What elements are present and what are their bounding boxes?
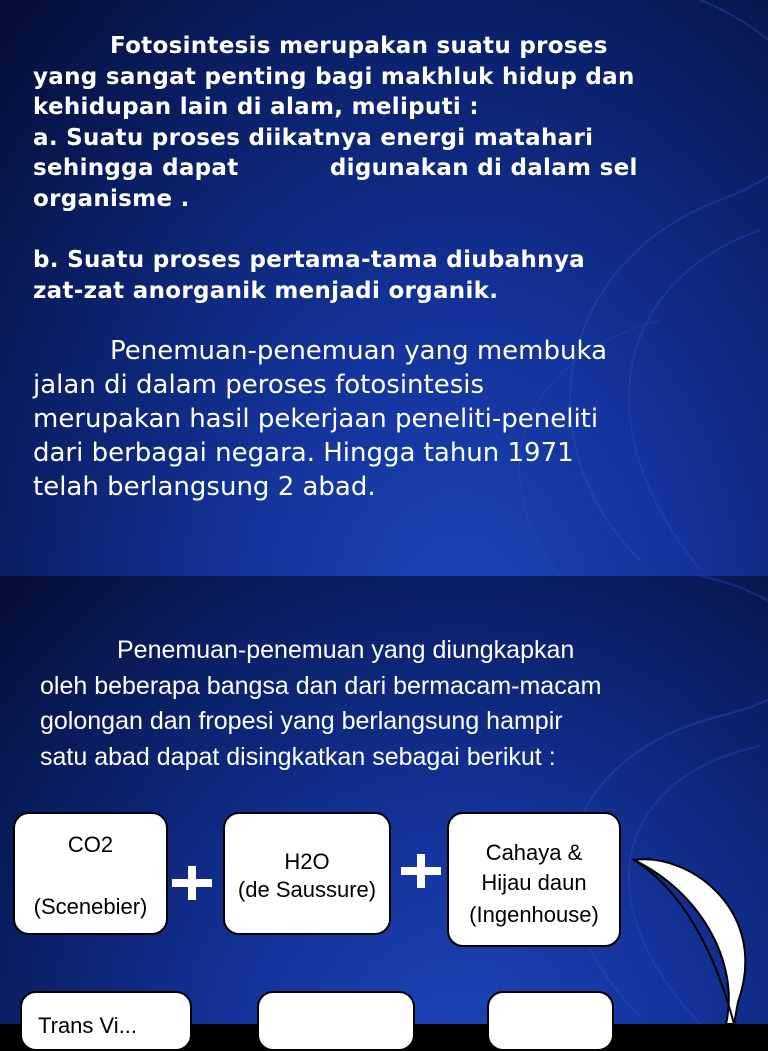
discovery-line: dari berbagai negara. Hingga tahun 1971 bbox=[33, 438, 574, 468]
h2o-discoverer: (de Saussure) bbox=[237, 877, 377, 902]
co2-box bbox=[13, 812, 168, 935]
light-discoverer: (Ingenhouse) bbox=[469, 902, 599, 927]
discovery-line: telah berlangsung 2 abad. bbox=[33, 472, 376, 502]
plus-icon bbox=[401, 854, 441, 888]
bottom-left-label: Trans Vi... bbox=[38, 1013, 138, 1038]
discovery-line: merupakan hasil pekerjaan peneliti-peneliti bbox=[33, 404, 599, 434]
plus-icon bbox=[172, 866, 212, 900]
intro-line: yang sangat penting bagi makhluk hidup dan bbox=[33, 63, 635, 90]
slide-2 bbox=[0, 576, 768, 1038]
item-a-line: a. Suatu proses diikatnya energi matahari bbox=[33, 124, 594, 151]
item-a-line: organisme . bbox=[33, 185, 190, 212]
bottom-box-middle bbox=[257, 991, 415, 1051]
bottom-box-left bbox=[20, 991, 192, 1051]
intro-line: kehidupan lain di alam, meliputi : bbox=[33, 94, 479, 120]
h2o-box bbox=[223, 812, 391, 935]
item-b-line: zat-zat anorganik menjadi organik. bbox=[33, 277, 499, 304]
summary-line: Penemuan-penemuan yang diungkapkan bbox=[117, 636, 575, 664]
discovery-line: Penemuan-penemuan yang membuka bbox=[110, 336, 608, 366]
item-b bbox=[33, 245, 585, 306]
discovery-line: jalan di dalam peroses fotosintesis bbox=[33, 370, 485, 400]
h2o-label: H2O bbox=[284, 849, 330, 874]
item-b-line: b. Suatu proses pertama-tama diubahnya bbox=[33, 247, 585, 273]
intro-paragraph bbox=[33, 31, 638, 214]
summary-line: satu abad dapat disingkatkan sebagai berikut : bbox=[40, 742, 556, 771]
chlorophyll-label: Hijau daun bbox=[481, 870, 587, 895]
summary-line: oleh beberapa bangsa dan dari bermacam-macam bbox=[40, 671, 602, 700]
co2-label: CO2 bbox=[67, 832, 114, 857]
light-chlorophyll-box bbox=[447, 812, 621, 947]
intro-line: Fotosintesis merupakan suatu proses bbox=[110, 33, 608, 59]
summary-paragraph bbox=[40, 633, 601, 775]
summary-line: golongan dan fropesi yang berlangsung hampir bbox=[40, 707, 563, 735]
bottom-box-right bbox=[487, 991, 614, 1051]
curved-arrow-icon bbox=[630, 852, 768, 1024]
discovery-paragraph bbox=[33, 334, 607, 504]
co2-discoverer: (Scenebier) bbox=[33, 894, 148, 919]
item-a-line: sehingga dapat digunakan di dalam sel bbox=[33, 155, 638, 181]
light-label: Cahaya & bbox=[485, 840, 583, 865]
